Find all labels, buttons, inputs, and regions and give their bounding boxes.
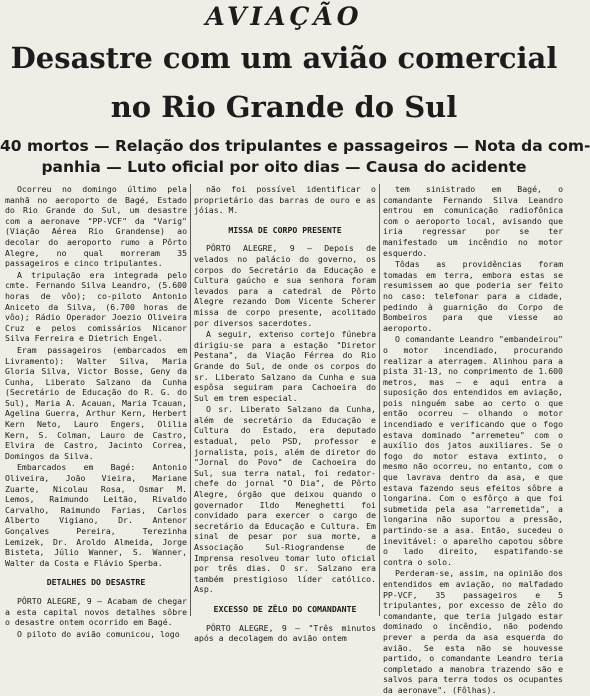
article-paragraph: não foi possível identificar o proprietário das barras de ouro e as jóias. M. xyxy=(194,184,376,216)
article-paragraph: Ocorreu no domingo último pela manhã no aeroporto de Bagé, Estado do Rio Grande do Sul, um desastre com a aeronave "PP-VCF" da "Varig" (Viação Aérea Rio Grandense) ao decolar do aeroporto rumo a Pôrto Alegre, no qual morreram 35 passageiros e cinco tripulantes. xyxy=(5,184,187,269)
article-paragraph: PÔRTO ALEGRE, 9 — Acabam de chegar a esta capital novos detalhes sôbre o desastre ontem ocorrido em Bagé. xyxy=(5,595,187,628)
article-paragraph: PÔRTO ALEGRE, 9 — "Três minutos após a decolagem do avião ontem xyxy=(194,622,376,644)
subheadline-line-2: panhia — Luto oficial por oito dias — Causa do acidente xyxy=(41,158,527,176)
column-3 xyxy=(383,184,563,695)
article-paragraph: Embarcados em Bagé: Antonio Oliveira, João Vieira, Mariane Zuarte, Nicolau Rosa, Osmar M. Lemos, Raimundo Leitão, Rivaldo Carvalho, Raimundo Farias, Carlos Alberto Vigiano, Dr. Antenor Gonçalves Pereira, Terezinha Lemizek, Dr. Aroldo Almeida, Jorge Bisteta, Júlio Wanner, S. Wanner, Walter da Costa e Flávio Sperba. xyxy=(5,462,187,568)
article-paragraph: Perderam-se, assim, na opinião dos entendidos em aviação, no malfadado PP-VCF, 35 passageiros e 5 tripulantes, por excesso de zêlo do comandante, que teria julgado estar dominado o incêndio, não podendo prever a perda da asa esquerda do avião. Se esta não se houvesse partido, o comandante Leandro teria completado a manobra trazendo são e salvos para terra todos os ocupantes da aeronave". (Fôlhas). xyxy=(383,568,563,695)
column-divider-2 xyxy=(379,184,380,616)
headline-line-1: Desastre com um avião comercial xyxy=(10,41,558,75)
column-2 xyxy=(194,184,376,644)
section-heading: DETALHES DO DESASTRE xyxy=(46,577,146,588)
article-paragraph: O comandante Leandro "embandeirou" o motor incendiado, procurando realizar a aterragem. Alinhou para a pista 31-13, no comprimento de 1.600 metros, mas — e aqui entra a suposição dos entendidos em aviação, pois ninguém sabe ao certo o que então ocorreu — olhando o motor incendiado e verificando que o fogo estava dominado "arremeteu" com o auxílio dos jatos auxiliares. Se o fogo do motor estava extinto, o mesmo não ocorreu, no entanto, com o que lavrava dentro da asa, e que estava fazendo seus efeitos sôbre a longarina. Com o esfôrço a que foi submetida pela asa "arremetida", a longarina não suportou a pressão, partindo-se a asa. Então, sucedeu o inevitável: o aparelho capotou sôbre o lado direito, espatifando-se contra o solo. xyxy=(383,334,563,567)
article-paragraph: O piloto do avião comunicou, logo xyxy=(17,628,180,639)
headline-line-2: no Rio Grande do Sul xyxy=(110,90,458,124)
subheadline-line-1: 40 mortos — Relação dos tripulantes e passageiros — Nota da com- xyxy=(0,137,590,155)
article-paragraph: PÔRTO ALEGRE, 9 — Depois de velados no palácio do governo, os corpos do Secretário da Educação e Cultura gaúcho e sua senhora foram levados para a catedral de Pôrto Alegre rezando Dom Vicente Scherer missa de corpo presente, acolitado por diversos sacerdotes. xyxy=(194,243,376,328)
article-paragraph: tem sinistrado em Bagé, o comandante Fernando Silva Leandro entrou em comunicação radiofônica com o aeroporto local, avisando que iria regressar por se ter manifestado um incêndio no motor esquerdo. xyxy=(383,184,563,258)
article-paragraph: O sr. Liberato Salzano da Cunha, além de secretário da Educação e Cultura do Estado, era deputado estadual, pelo PSD, professor e jornalista, pois, além de diretor do "Jornal do Povo" de Cachoeira do Sul, sua terra natal, foi redator-chefe do jornal "O Dia", de Pôrto Alegre, órgão que deixou quando o governador Ildo Meneghetti foi convidado para exercer o cargo de secretário da Educação e Cultura. Em sinal de pesar por sua morte, a Associação Sul-Riograndense de Imprensa resolveu tomar luto oficial por três dias. O sr. Salzano era também prestigioso líder católico. Asp. xyxy=(194,404,376,595)
section-kicker: AVIAÇÃO xyxy=(205,2,363,31)
article-paragraph: A seguir, extenso cortejo fúnebra dirigiu-se para a estação "Diretor Pestana", da Viação Férrea do Rio Grande do Sul, de onde os corpos do sr. Liberato Salzano da Cunha e sua espôsa seguiram para Cachoeira do Sul em trem especial. xyxy=(194,329,376,403)
article-paragraph: Eram passageiros (embarcados em Livramento): Walter Silva, Maria Gloria Silva, Victor Bosse, Geny da Cunha, Liberato Salzano da Cunha (Secretário de Educação do R. G. do Sul), Maria A. Acauan, Maria Tcauan, Agelina Guerra, Arthur Kern, Herbert Kern Neto, Lauro Engers, Olilia Kern, S. Colman, Lauro de Castro, Elvira de Castro, Jacinto Correa, Domingos da Silva. xyxy=(5,344,187,461)
column-divider-1 xyxy=(190,184,191,616)
section-heading: MISSA DE CORPO PRESENTE xyxy=(228,224,342,235)
article-paragraph: Tôdas as providências foram tomadas em terra, embora estas se resumissem ao que poderia ser feito no caso: telefonar para a cidade, pedindo à guarnição do Corpo de Bombeiros para que viesse ao aeroporto. xyxy=(383,259,563,333)
section-heading: EXCESSO DE ZÊLO DO COMANDANTE xyxy=(213,603,357,614)
article-paragraph: A tripulação era integrada pelo cmte. Fernando Silva Leandro, (5.600 horas de vôo); co-piloto Antonio Aniceto da Silva, (6.700 horas de vôo); Rádio Operador Joezio Oliveira Cruz e pelos comissários Nicanor Silva Ferreira e Dietrich Engel. xyxy=(5,269,187,344)
column-1 xyxy=(5,184,187,639)
